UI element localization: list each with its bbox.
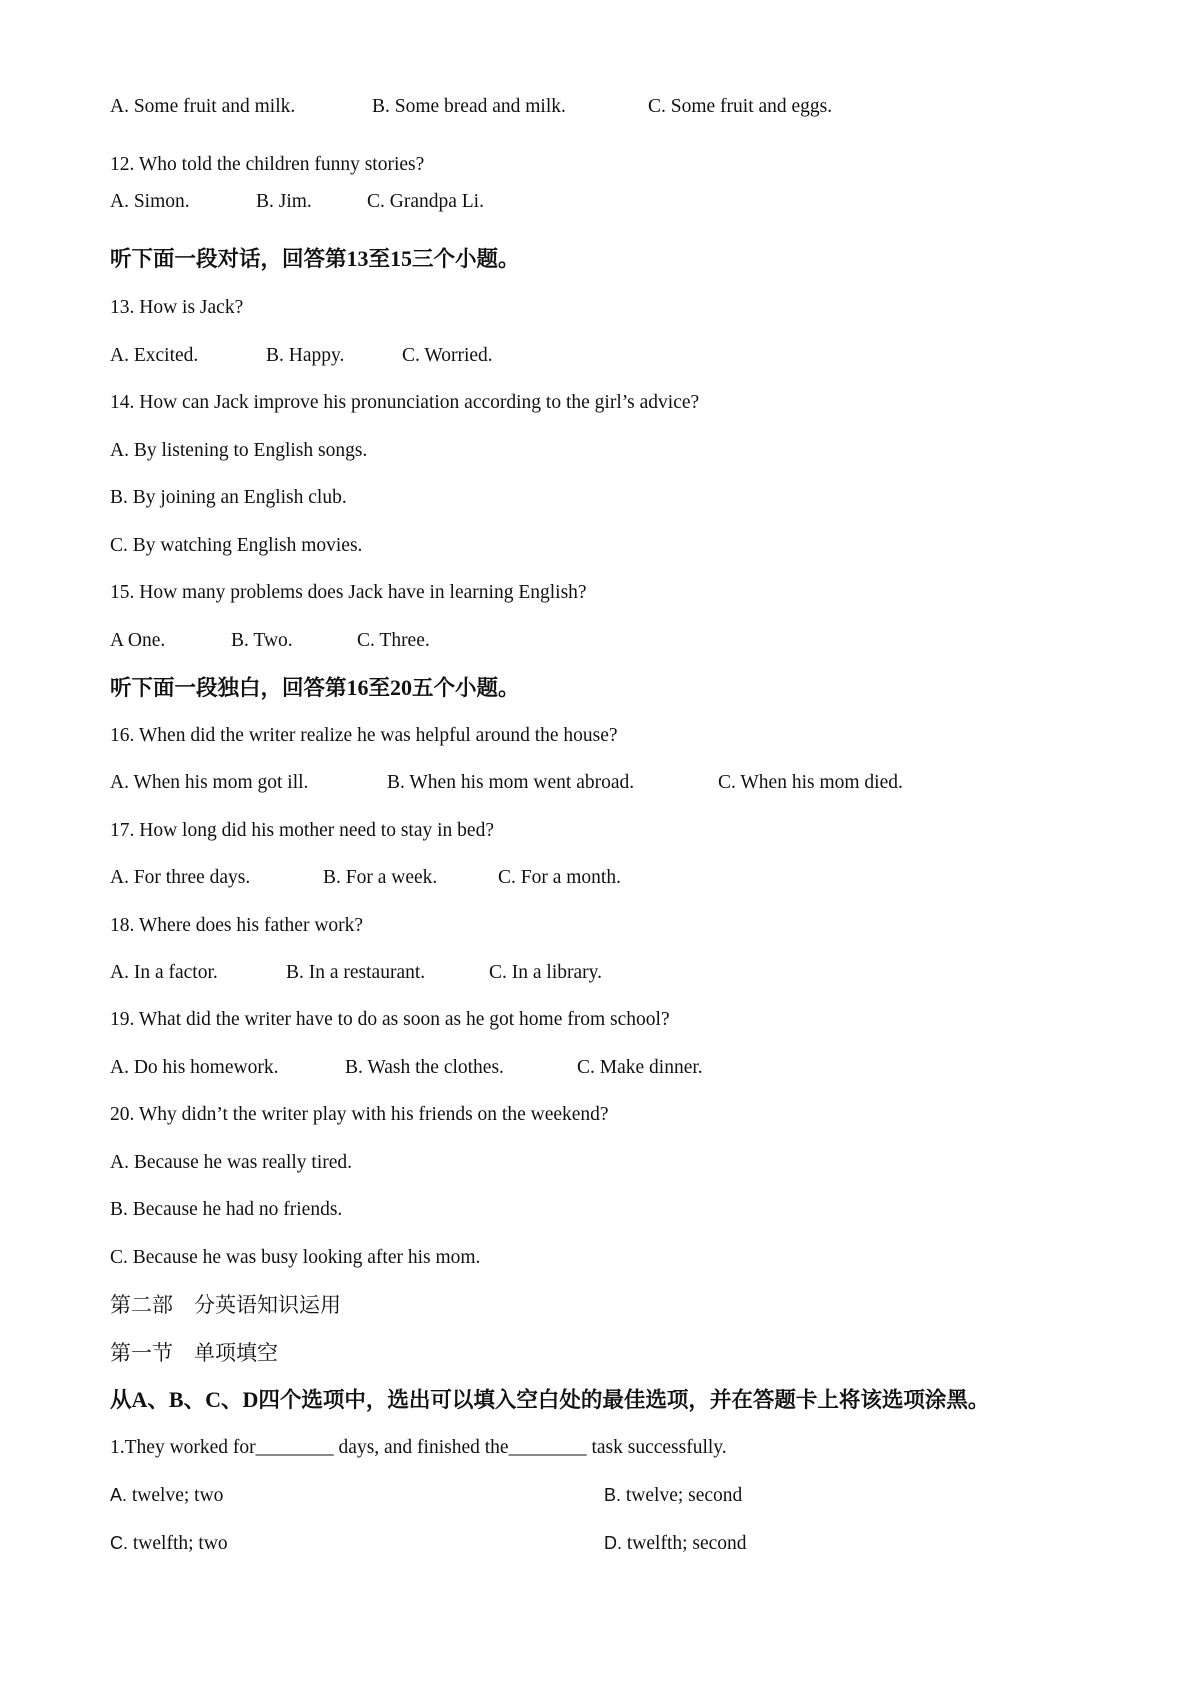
question-20: 20. Why didn’t the writer play with his friends on the weekend? [110,1104,609,1125]
q14-option-a: A. By listening to English songs. [110,440,368,461]
option-c: C. Three. [357,630,430,651]
choice-a: A. twelve; two [110,1485,224,1506]
instruction: 从A、B、C、D四个选项中，选出可以填入空白处的最佳选项，并在答题卡上将该选项涂黑。 [110,1387,990,1413]
q20-option-c: C. Because he was busy looking after his mom. [110,1247,481,1268]
choices-row-1 [110,1482,1110,1508]
question-16: 16. When did the writer realize he was helpful around the house? [110,725,618,746]
choice-b: B. twelve; second [604,1485,743,1506]
option-b: B. Jim. [256,191,312,212]
question-14: 14. How can Jack improve his pronunciation according to the girl’s advice? [110,392,700,413]
option-b: B. For a week. [323,867,438,888]
question-12: 12. Who told the children funny stories? [110,154,425,175]
option-c: C. For a month. [498,867,621,888]
question-15: 15. How many problems does Jack have in learning English? [110,582,587,603]
option-c: C. When his mom died. [718,772,903,793]
choice-c: C. twelfth; two [110,1533,228,1554]
section-heading-dialogue: 听下面一段对话，回答第13至15三个小题。 [110,246,520,272]
option-a: A. Do his homework. [110,1057,279,1078]
question-1: 1.They worked for________ days, and finished the________ task successfully. [110,1437,727,1458]
option-b: B. Two. [231,630,293,651]
option-c: C. Make dinner. [577,1057,703,1078]
q20-option-a: A. Because he was really tired. [110,1152,353,1173]
q19-options [110,1055,703,1081]
section-heading-monologue: 听下面一段独白，回答第16至20五个小题。 [110,675,520,701]
choice-d: D. twelfth; second [604,1533,747,1554]
option-a: A. In a factor. [110,962,218,983]
q17-options [110,865,621,891]
option-b: B. In a restaurant. [286,962,426,983]
q16-options [110,770,903,796]
option-b: B. Wash the clothes. [345,1057,504,1078]
option-a: A. Excited. [110,345,199,366]
question-18: 18. Where does his father work? [110,915,364,936]
part-two-title: 第二部 分英语知识运用 [110,1293,341,1317]
option-b: B. Happy. [266,345,345,366]
q11-options [110,94,832,120]
q15-options [110,628,430,654]
q18-options [110,960,602,986]
option-a: A. Some fruit and milk. [110,96,296,117]
question-17: 17. How long did his mother need to stay in bed? [110,820,494,841]
option-c: C. Worried. [402,345,493,366]
q13-options [110,343,493,369]
option-a: A. Simon. [110,191,190,212]
option-a: A. For three days. [110,867,251,888]
q14-option-c: C. By watching English movies. [110,535,363,556]
option-c: C. In a library. [489,962,602,983]
option-a: A One. [110,630,166,651]
option-a: A. When his mom got ill. [110,772,309,793]
q20-option-b: B. Because he had no friends. [110,1199,343,1220]
question-19: 19. What did the writer have to do as soon as he got home from school? [110,1009,670,1030]
option-c: C. Grandpa Li. [367,191,484,212]
question-13: 13. How is Jack? [110,297,244,318]
option-c: C. Some fruit and eggs. [648,96,833,117]
choices-row-2 [110,1530,1110,1556]
q12-options [110,189,484,215]
q14-option-b: B. By joining an English club. [110,487,347,508]
option-b: B. Some bread and milk. [372,96,566,117]
option-b: B. When his mom went abroad. [387,772,635,793]
section-one-title: 第一节 单项填空 [110,1341,278,1365]
